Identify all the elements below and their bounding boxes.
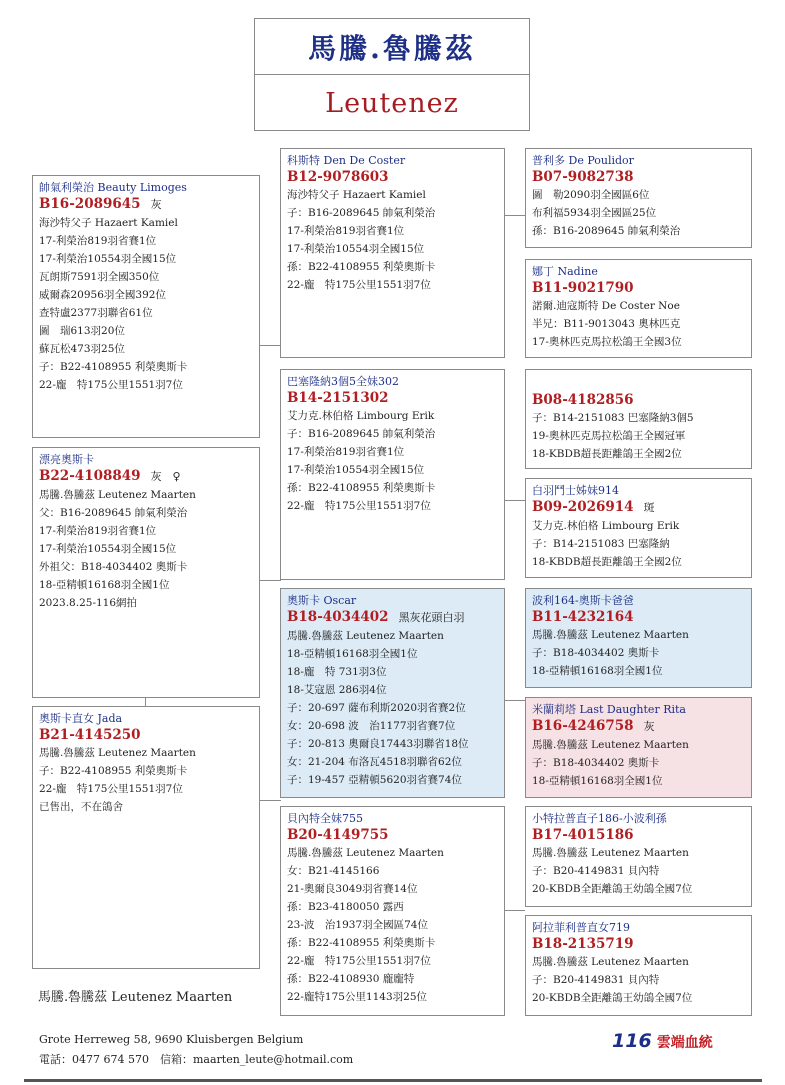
pedigree-line: 半兄：B11-9013043 奧林匹克 xyxy=(532,318,681,330)
pigeon-card-sire-dam xyxy=(280,369,505,580)
pigeon-name: 帥氣利榮治 Beauty Limoges xyxy=(39,181,187,194)
pedigree-line: 子：20-813 奧爾良17443羽聯省18位 xyxy=(287,738,469,750)
pedigree-line: 17-利榮治10554羽全國15位 xyxy=(287,464,425,476)
pigeon-name: 貝內特全妹755 xyxy=(287,812,363,825)
pedigree-line: 子：B20-4149831 貝內特 xyxy=(532,974,660,986)
pedigree-line: 馬騰.魯騰茲 Leutenez Maarten xyxy=(287,630,444,642)
connector-line xyxy=(145,698,146,706)
pigeon-name: 波利164-奧斯卡爸爸 xyxy=(532,594,634,607)
pigeon-name: 巴塞隆納3個5全妹302 xyxy=(287,375,399,388)
ring-number: B21-4145250 xyxy=(39,727,141,743)
title-english: Leutenez xyxy=(325,88,459,119)
pedigree-line: 18-KBDB超長距離鴿王全國2位 xyxy=(532,448,682,460)
connector-line xyxy=(504,910,525,911)
pigeon-name: 漂亮奧斯卡 xyxy=(39,453,94,466)
pedigree-line: 子：19-457 亞精頓5620羽省賽74位 xyxy=(287,774,462,786)
pedigree-header xyxy=(254,18,530,131)
ring-number: B16-2089645 xyxy=(39,196,141,212)
pedigree-line: 海沙特父子 Hazaert Kamiel xyxy=(287,189,426,201)
pigeon-card-ggp-6 xyxy=(525,697,752,798)
pedigree-line: 20-KBDB全距離鴿王幼鴿全國7位 xyxy=(532,883,693,895)
pedigree-line: 17-奧林匹克馬拉松鴿王全國3位 xyxy=(532,336,682,348)
pedigree-line: 諾爾.迪寇斯特 De Coster Noe xyxy=(532,300,680,312)
pedigree-line: 馬騰.魯騰茲 Leutenez Maarten xyxy=(39,489,196,501)
pedigree-line: 2023.8.25-116網拍 xyxy=(39,597,138,609)
connector-line xyxy=(504,215,525,216)
logo-text: 雲端血統 xyxy=(656,1035,713,1051)
pedigree-line: 18-亞精頓16168羽全國1位 xyxy=(532,775,663,787)
pigeon-color: 灰 xyxy=(643,720,655,733)
connector-line xyxy=(259,345,281,346)
footer-contact: 電話：0477 674 570 信箱：maarten_leute@hotmail.com xyxy=(39,1053,354,1066)
title-chinese: 馬騰.魯騰茲 xyxy=(255,19,529,75)
pedigree-line: 圖 瑞613羽20位 xyxy=(39,325,125,337)
pedigree-line: 子：B18-4034402 奧斯卡 xyxy=(532,757,660,769)
ring-number: B11-9021790 xyxy=(532,280,634,296)
pedigree-line: 18-亞精頓16168羽全國1位 xyxy=(287,648,418,660)
connector-line xyxy=(259,800,281,801)
pigeon-card-dam xyxy=(32,706,260,969)
connector-line xyxy=(504,500,525,501)
ring-number: B08-4182856 xyxy=(532,392,634,408)
pedigree-line: 子：B14-2151083 巴塞隆納3個5 xyxy=(532,412,694,424)
pigeon-color: 灰 xyxy=(150,198,162,211)
pedigree-line: 瓦朗斯7591羽全國350位 xyxy=(39,271,160,283)
pedigree-line: 外祖父：B18-4034402 奧斯卡 xyxy=(39,561,188,573)
connector-line xyxy=(504,700,525,701)
pedigree-line: 17-利榮治10554羽全國15位 xyxy=(39,543,177,555)
pedigree-line: 父：B16-2089645 帥氣利榮治 xyxy=(39,507,188,519)
pedigree-line: 22-龐 特175公里1551羽7位 xyxy=(287,500,431,512)
pigeon-card-ggp-7 xyxy=(525,806,752,907)
pigeon-card-dam-sire xyxy=(280,588,505,798)
logo-number: 116 xyxy=(612,1030,652,1052)
pedigree-line: 22-龐 特175公里1551羽7位 xyxy=(287,279,431,291)
ring-number: B07-9082738 xyxy=(532,169,634,185)
pedigree-line: 女：21-204 布洛瓦4518羽聯省62位 xyxy=(287,756,462,768)
pigeon-name: 娜丁 Nadine xyxy=(532,265,598,278)
pigeon-name: 科斯特 Den De Coster xyxy=(287,154,406,167)
pedigree-line: 20-KBDB全距離鴿王幼鴿全國7位 xyxy=(532,992,693,1004)
pigeon-name: 奧斯卡 Oscar xyxy=(287,594,357,607)
pedigree-line: 18-艾寇恩 286羽4位 xyxy=(287,684,387,696)
ring-number: B16-4246758 xyxy=(532,718,634,734)
pedigree-line: 馬騰.魯騰茲 Leutenez Maarten xyxy=(532,739,689,751)
pedigree-line: 18-龐 特 731羽3位 xyxy=(287,666,387,678)
ring-number: B11-4232164 xyxy=(532,609,634,625)
pedigree-line: 18-亞精頓16168羽全國1位 xyxy=(39,579,170,591)
pedigree-line: 子：B20-4149831 貝內特 xyxy=(532,865,660,877)
ring-number: B22-4108849 xyxy=(39,468,141,484)
pigeon-name: 白羽鬥士姊妹914 xyxy=(532,484,619,497)
pedigree-line: 已售出，不在鴿舍 xyxy=(39,801,123,813)
ring-number: B18-2135719 xyxy=(532,936,634,952)
ring-number: B17-4015186 xyxy=(532,827,634,843)
pedigree-line: 23-波 治1937羽全國區74位 xyxy=(287,919,428,931)
pedigree-line: 22-龐 特175公里1551羽7位 xyxy=(39,783,183,795)
pigeon-name: 阿拉菲利普直女719 xyxy=(532,921,630,934)
pedigree-line: 馬騰.魯騰茲 Leutenez Maarten xyxy=(532,847,689,859)
pigeon-color: 黑灰花頭白羽 xyxy=(398,611,465,624)
pedigree-line: 女：20-698 波 治1177羽省賽7位 xyxy=(287,720,456,732)
ring-number: B14-2151302 xyxy=(287,390,389,406)
pigeon-name: 普利多 De Poulidor xyxy=(532,154,634,167)
pedigree-line: 馬騰.魯騰茲 Leutenez Maarten xyxy=(532,629,689,641)
pigeon-card-ggp-3 xyxy=(525,369,752,469)
pedigree-line: 馬騰.魯騰茲 Leutenez Maarten xyxy=(287,847,444,859)
pigeon-card-sire-sire xyxy=(280,148,505,358)
pigeon-card-sire xyxy=(32,175,260,438)
pigeon-card-ggp-1 xyxy=(525,148,752,248)
pedigree-line: 22-龐特175公里1143羽25位 xyxy=(287,991,428,1003)
pedigree-line: 17-利榮治819羽省賽1位 xyxy=(39,235,157,247)
pedigree-line: 17-利榮治819羽省賽1位 xyxy=(287,446,405,458)
pedigree-line: 孫：B16-2089645 帥氣利榮治 xyxy=(532,225,681,237)
pedigree-line: 威爾森20956羽全國392位 xyxy=(39,289,166,301)
pedigree-line: 馬騰.魯騰茲 Leutenez Maarten xyxy=(39,747,196,759)
pedigree-line: 18-KBDB超長距離鴿王全國2位 xyxy=(532,556,682,568)
pedigree-line: 18-亞精頓16168羽全國1位 xyxy=(532,665,663,677)
bottom-divider xyxy=(24,1079,762,1082)
pedigree-line: 子：20-697 薩布利斯2020羽省賽2位 xyxy=(287,702,466,714)
ring-number: B12-9078603 xyxy=(287,169,389,185)
pedigree-line: 22-龐 特175公里1551羽7位 xyxy=(39,379,183,391)
pedigree-line: 孫：B22-4108955 利榮奧斯卡 xyxy=(287,261,436,273)
ring-number: B18-4034402 xyxy=(287,609,389,625)
pedigree-line: 子：B22-4108955 利榮奧斯卡 xyxy=(39,361,188,373)
pedigree-line: 孫：B22-4108955 利榮奧斯卡 xyxy=(287,937,436,949)
pedigree-line: 17-利榮治10554羽全國15位 xyxy=(287,243,425,255)
pedigree-line: 子：B16-2089645 帥氣利榮治 xyxy=(287,428,436,440)
pigeon-card-ggp-4 xyxy=(525,478,752,578)
pigeon-card-ggp-2 xyxy=(525,259,752,358)
pedigree-line: 子：B22-4108955 利榮奧斯卡 xyxy=(39,765,188,777)
pigeon-color: 灰 ♀ xyxy=(150,470,181,483)
pedigree-line: 布利福5934羽全國區25位 xyxy=(532,207,657,219)
pigeon-card-subject xyxy=(32,447,260,698)
pigeon-name: 奧斯卡直女 Jada xyxy=(39,712,123,725)
pedigree-line: 17-利榮治10554羽全國15位 xyxy=(39,253,177,265)
pigeon-card-ggp-5 xyxy=(525,588,752,688)
pedigree-line: 子：B16-2089645 帥氣利榮治 xyxy=(287,207,436,219)
pedigree-line: 孫：B23-4180050 露西 xyxy=(287,901,404,913)
pigeon-card-dam-dam xyxy=(280,806,505,1016)
pigeon-name: 小特拉普直子186-小波利孫 xyxy=(532,812,667,825)
ring-number: B20-4149755 xyxy=(287,827,389,843)
pedigree-line: 馬騰.魯騰茲 Leutenez Maarten xyxy=(532,956,689,968)
pedigree-line: 圖 勒2090羽全國區6位 xyxy=(532,189,650,201)
pedigree-line: 艾力克.林伯格 Limbourg Erik xyxy=(532,520,680,532)
pedigree-line: 孫：B22-4108930 龐龐特 xyxy=(287,973,415,985)
pedigree-line: 17-利榮治819羽省賽1位 xyxy=(39,525,157,537)
pedigree-line: 查特盧2377羽聯省61位 xyxy=(39,307,153,319)
ring-number: B09-2026914 xyxy=(532,499,634,515)
pedigree-line: 22-龐 特175公里1551羽7位 xyxy=(287,955,431,967)
pedigree-line: 女：B21-4145166 xyxy=(287,865,380,877)
pedigree-line: 孫：B22-4108955 利榮奧斯卡 xyxy=(287,482,436,494)
breeder-name: 馬騰.魯騰茲 Leutenez Maarten xyxy=(38,990,233,1005)
footer-address: Grote Herreweg 58, 9690 Kluisbergen Belgium xyxy=(39,1033,304,1046)
pedigree-line: 子：B18-4034402 奧斯卡 xyxy=(532,647,660,659)
pedigree-line: 海沙特父子 Hazaert Kamiel xyxy=(39,217,178,229)
pedigree-line: 子：B14-2151083 巴塞隆納 xyxy=(532,538,670,550)
connector-line xyxy=(259,580,281,581)
pedigree-line: 艾力克.林伯格 Limbourg Erik xyxy=(287,410,435,422)
site-logo[interactable] xyxy=(612,1030,713,1052)
pedigree-line: 17-利榮治819羽省賽1位 xyxy=(287,225,405,237)
pedigree-line: 蘇瓦松473羽25位 xyxy=(39,343,125,355)
pedigree-line: 21-奧爾良3049羽省賽14位 xyxy=(287,883,418,895)
pigeon-card-ggp-8 xyxy=(525,915,752,1016)
pigeon-color: 斑 xyxy=(643,501,655,514)
pedigree-line: 19-奧林匹克馬拉松鴿王全國冠軍 xyxy=(532,430,686,442)
pigeon-name: 米蘭莉塔 Last Daughter Rita xyxy=(532,703,686,716)
